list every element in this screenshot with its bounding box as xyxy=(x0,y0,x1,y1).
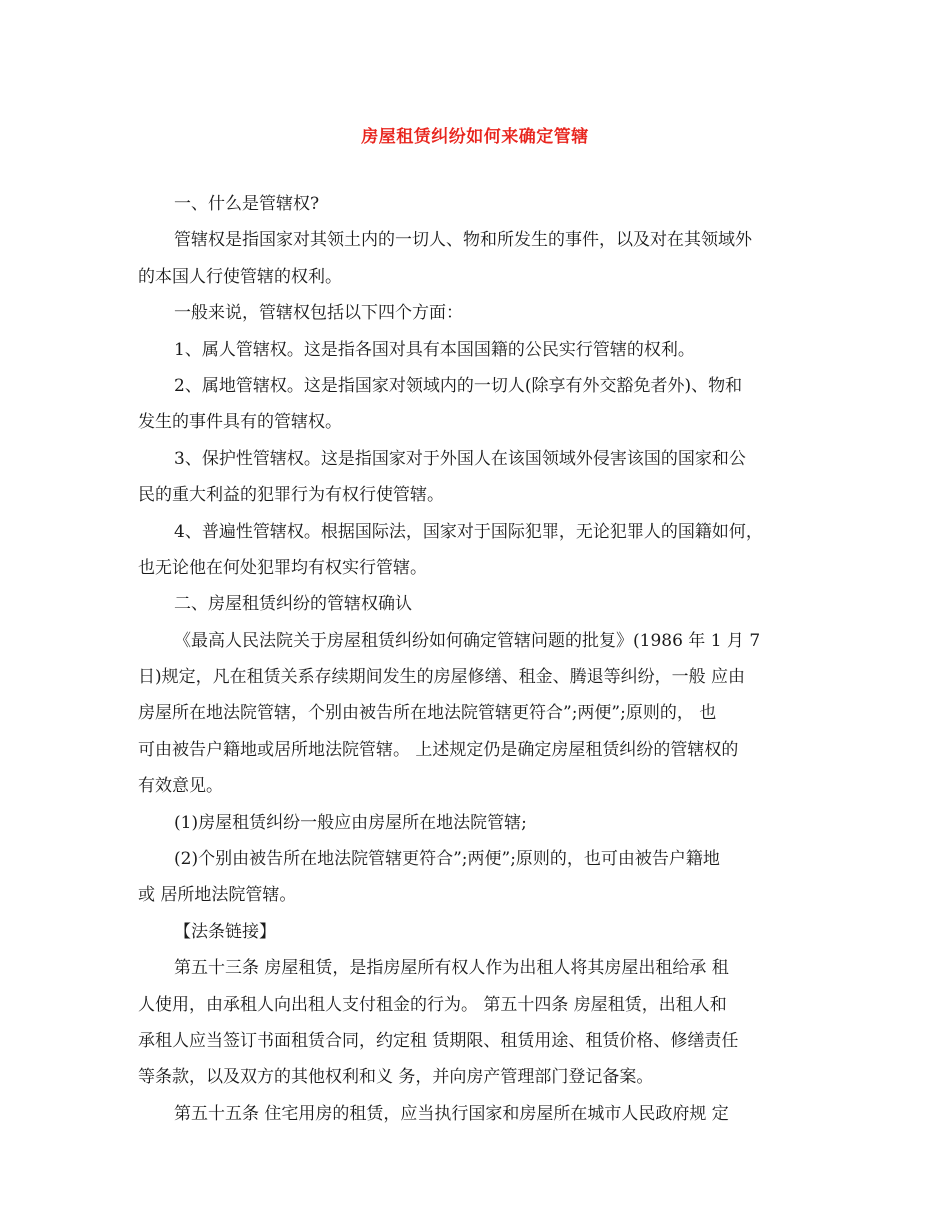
text-line: 第五十五条 住宅用房的租赁，应当执行国家和房屋所在城市人民政府规 定 xyxy=(174,1103,729,1124)
text-line: 【法条链接】 xyxy=(174,921,276,942)
text-line: 《最高人民法院关于房屋租赁纠纷如何确定管辖问题的批复》(1986 年 1 月 7 xyxy=(174,630,761,651)
document-body xyxy=(138,186,814,1132)
text-line: 或 居所地法院管辖。 xyxy=(138,885,297,906)
text-line: (1)房屋租赁纠纷一般应由房屋所在地法院管辖; xyxy=(174,812,527,833)
text-line: 日)规定，凡在租赁关系存续期间发生的房屋修缮、租金、腾退等纠纷，一般 应由 xyxy=(138,667,746,688)
text-line: 3、保护性管辖权。这是指国家对于外国人在该国领域外侵害该国的国家和公 xyxy=(174,448,746,469)
text-line: 4、普遍性管辖权。根据国际法，国家对于国际犯罪，无论犯罪人的国籍如何， xyxy=(174,521,763,542)
text-line: 的本国人行使管辖的权利。 xyxy=(138,266,342,287)
text-line: 有效意见。 xyxy=(138,776,223,797)
text-line: 人使用，由承租人向出租人支付租金的行为。 第五十四条 房屋租赁，出租人和 xyxy=(138,994,727,1015)
text-line: 也无论他在何处犯罪均有权实行管辖。 xyxy=(138,557,427,578)
text-line: 1、属人管辖权。这是指各国对具有本国国籍的公民实行管辖的权利。 xyxy=(174,339,695,360)
text-line: 可由被告户籍地或居所地法院管辖。 上述规定仍是确定房屋租赁纠纷的管辖权的 xyxy=(138,739,739,760)
text-line: 房屋所在地法院管辖，个别由被告所在地法院管辖更符合”;两便”;原则的， 也 xyxy=(138,703,717,724)
text-line: 2、属地管辖权。这是指国家对领域内的一切人(除享有外交豁免者外)、物和 xyxy=(174,375,743,396)
text-line: 发生的事件具有的管辖权。 xyxy=(138,412,342,433)
text-line: 二、房屋租赁纠纷的管辖权确认 xyxy=(174,594,412,615)
text-line: 第五十三条 房屋租赁，是指房屋所有权人作为出租人将其房屋出租给承 租 xyxy=(174,958,729,979)
text-line: 民的重大利益的犯罪行为有权行使管辖。 xyxy=(138,485,444,506)
document-title: 房屋租赁纠纷如何来确定管辖 xyxy=(361,127,589,147)
text-line: (2)个别由被告所在地法院管辖更符合”;两便”;原则的，也可由被告户籍地 xyxy=(174,849,720,870)
text-line: 管辖权是指国家对其领土内的一切人、物和所发生的事件，以及对在其领域外 xyxy=(174,230,752,251)
text-line: 承租人应当签订书面租赁合同，约定租 赁期限、租赁用途、租赁价格、修缮责任 xyxy=(138,1030,739,1051)
text-line: 一、什么是管辖权? xyxy=(174,194,320,214)
text-line: 等条款，以及双方的其他权利和义 务，并向房产管理部门登记备案。 xyxy=(138,1067,654,1088)
text-line: 一般来说，管辖权包括以下四个方面： xyxy=(174,303,463,324)
